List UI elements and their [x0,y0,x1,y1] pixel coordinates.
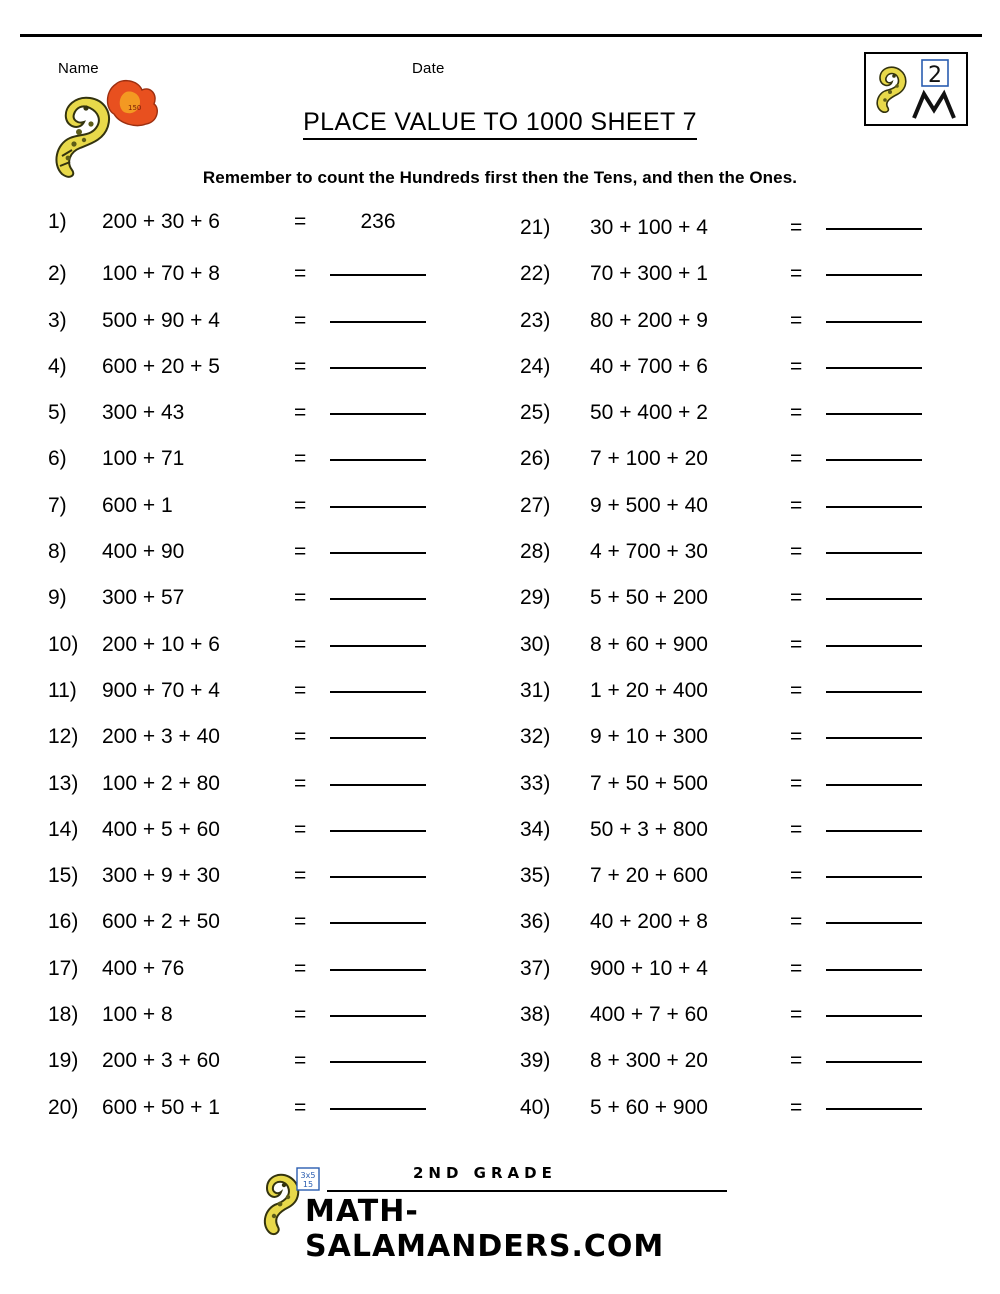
answer-blank[interactable] [826,206,922,230]
answer-blank[interactable] [826,437,922,461]
question-row [48,349,468,395]
answer-blank[interactable] [330,715,426,739]
question-expression: 400 + 7 + 60 [590,1003,708,1027]
svg-text:3x5: 3x5 [300,1171,316,1180]
answer-blank[interactable] [330,947,426,971]
answer-blank[interactable] [330,576,426,600]
equals-sign: = [790,678,803,702]
answer-blank[interactable] [826,1086,922,1110]
question-expression: 40 + 700 + 6 [590,354,708,378]
question-expression: 80 + 200 + 9 [590,308,708,332]
question-row [48,1043,468,1089]
question-row [520,256,940,302]
answer-blank[interactable] [330,993,426,1017]
answer-blank[interactable] [826,299,922,323]
question-number: 26) [520,447,551,471]
equals-sign: = [790,1003,803,1027]
question-number: 2) [48,262,67,286]
question-expression: 7 + 100 + 20 [590,447,708,471]
question-expression: 7 + 50 + 500 [590,771,708,795]
answer-blank[interactable] [826,623,922,647]
question-row [520,303,940,349]
question-row [48,488,468,534]
svg-text:150: 150 [128,104,142,112]
answer-blank[interactable] [330,252,426,276]
question-row [520,719,940,765]
equals-sign: = [294,493,307,517]
equals-sign: = [790,308,803,332]
questions-column-left [48,210,468,1136]
question-row [520,766,940,812]
question-row [48,812,468,858]
top-divider [20,34,982,37]
question-row [520,210,940,256]
answer-blank[interactable] [330,808,426,832]
answer-blank[interactable] [330,623,426,647]
page-title [0,108,1000,137]
question-row [48,580,468,626]
question-expression: 300 + 57 [102,586,185,610]
question-expression: 600 + 50 + 1 [102,1095,220,1119]
question-number: 21) [520,216,551,239]
question-row [520,997,940,1043]
question-expression: 600 + 20 + 5 [102,354,220,378]
question-number: 5) [48,401,67,425]
answer-blank[interactable] [826,252,922,276]
question-number: 10) [48,632,79,656]
answer-blank[interactable] [826,715,922,739]
answer-blank[interactable] [826,1039,922,1063]
question-row [48,673,468,719]
answer-blank[interactable] [826,947,922,971]
question-row [48,766,468,812]
question-row [520,580,940,626]
question-expression: 30 + 100 + 4 [590,216,708,239]
question-number: 23) [520,308,551,332]
question-expression: 400 + 76 [102,956,185,980]
equals-sign: = [294,1049,307,1073]
page-footer [0,1154,1000,1264]
equals-sign: = [294,210,307,233]
question-row [520,1043,940,1089]
equals-sign: = [790,262,803,286]
answer-blank[interactable] [826,484,922,508]
equals-sign: = [294,725,307,749]
answer-blank[interactable] [826,530,922,554]
question-expression: 600 + 2 + 50 [102,910,220,934]
question-row [520,673,940,719]
question-number: 19) [48,1049,79,1073]
question-number: 38) [520,1003,551,1027]
question-row [48,997,468,1043]
question-number: 22) [520,262,551,286]
question-row [48,303,468,349]
question-number: 18) [48,1003,79,1027]
question-number: 39) [520,1049,551,1073]
question-number: 35) [520,864,551,888]
question-expression: 70 + 300 + 1 [590,262,708,286]
equals-sign: = [790,817,803,841]
equals-sign: = [294,447,307,471]
question-number: 31) [520,678,551,702]
question-row [48,951,468,997]
question-number: 27) [520,493,551,517]
question-number: 33) [520,771,551,795]
answer-blank[interactable] [330,484,426,508]
equals-sign: = [294,1095,307,1119]
answer-value[interactable]: 236 [360,210,396,233]
question-expression: 7 + 20 + 600 [590,864,708,888]
answer-blank[interactable] [330,299,426,323]
question-number: 17) [48,956,79,980]
question-number: 40) [520,1095,551,1119]
grade-number: 2 [928,63,942,88]
equals-sign: = [790,771,803,795]
question-row [520,534,940,580]
question-expression: 5 + 50 + 200 [590,586,708,610]
question-expression: 200 + 10 + 6 [102,632,220,656]
question-number: 29) [520,586,551,610]
answer-blank[interactable] [330,437,426,461]
equals-sign: = [294,354,307,378]
question-expression: 100 + 8 [102,1003,173,1027]
answer-blank[interactable] [330,391,426,415]
question-row [520,812,940,858]
question-number: 1) [48,210,67,233]
question-row [520,904,940,950]
question-number: 12) [48,725,79,749]
question-row [520,349,940,395]
question-expression: 200 + 30 + 6 [102,210,220,233]
answer-blank[interactable] [826,669,922,693]
question-expression: 9 + 500 + 40 [590,493,708,517]
equals-sign: = [294,864,307,888]
question-row [48,858,468,904]
question-expression: 200 + 3 + 60 [102,1049,220,1073]
equals-sign: = [790,493,803,517]
equals-sign: = [790,910,803,934]
question-number: 4) [48,354,67,378]
question-number: 24) [520,354,551,378]
answer-blank[interactable] [826,576,922,600]
question-number: 32) [520,725,551,749]
question-expression: 100 + 2 + 80 [102,771,220,795]
question-expression: 400 + 90 [102,540,185,564]
question-row [48,395,468,441]
equals-sign: = [294,910,307,934]
answer-blank[interactable] [330,530,426,554]
answer-blank[interactable] [826,993,922,1017]
question-expression: 50 + 400 + 2 [590,401,708,425]
questions-column-right [520,210,940,1136]
question-number: 14) [48,817,79,841]
question-number: 3) [48,308,67,332]
question-number: 11) [48,678,77,702]
equals-sign: = [294,956,307,980]
equals-sign: = [294,586,307,610]
answer-blank[interactable] [330,1086,426,1110]
question-expression: 900 + 70 + 4 [102,678,220,702]
question-number: 37) [520,956,551,980]
equals-sign: = [790,956,803,980]
equals-sign: = [294,308,307,332]
svg-text:15: 15 [302,1180,314,1189]
question-expression: 8 + 300 + 20 [590,1049,708,1073]
equals-sign: = [790,216,803,239]
question-row [48,534,468,580]
equals-sign: = [294,540,307,564]
date-label: Date [412,60,445,77]
equals-sign: = [294,771,307,795]
equals-sign: = [790,401,803,425]
question-expression: 9 + 10 + 300 [590,725,708,749]
question-row [48,1090,468,1136]
question-number: 13) [48,771,79,795]
equals-sign: = [790,447,803,471]
equals-sign: = [790,354,803,378]
question-number: 15) [48,864,79,888]
question-number: 8) [48,540,67,564]
question-number: 6) [48,447,67,471]
equals-sign: = [790,1095,803,1119]
question-expression: 300 + 9 + 30 [102,864,220,888]
footer-divider [327,1190,727,1192]
question-expression: 5 + 60 + 900 [590,1095,708,1119]
question-row [48,627,468,673]
question-number: 30) [520,632,551,656]
footer-site-url: MATH-SALAMANDERS.COM [305,1194,665,1264]
question-number: 36) [520,910,551,934]
question-expression: 500 + 90 + 4 [102,308,220,332]
question-expression: 600 + 1 [102,493,173,517]
question-number: 20) [48,1095,79,1119]
equals-sign: = [790,632,803,656]
question-expression: 4 + 700 + 30 [590,540,708,564]
equals-sign: = [294,817,307,841]
equals-sign: = [294,632,307,656]
question-expression: 100 + 70 + 8 [102,262,220,286]
question-row [520,441,940,487]
question-row [48,441,468,487]
equals-sign: = [790,586,803,610]
answer-blank[interactable] [330,345,426,369]
question-expression: 50 + 3 + 800 [590,817,708,841]
question-expression: 400 + 5 + 60 [102,817,220,841]
equals-sign: = [294,1003,307,1027]
question-row [48,210,468,256]
answer-blank[interactable] [826,391,922,415]
answer-blank[interactable] [330,900,426,924]
question-number: 9) [48,586,67,610]
question-number: 28) [520,540,551,564]
question-row [520,488,940,534]
equals-sign: = [790,864,803,888]
answer-blank[interactable] [330,854,426,878]
equals-sign: = [790,540,803,564]
page-title-text: PLACE VALUE TO 1000 SHEET 7 [303,108,697,140]
question-number: 16) [48,910,79,934]
equals-sign: = [294,401,307,425]
question-expression: 1 + 20 + 400 [590,678,708,702]
question-row [520,1090,940,1136]
question-number: 25) [520,401,551,425]
answer-blank[interactable] [826,900,922,924]
question-expression: 100 + 71 [102,447,185,471]
question-expression: 8 + 60 + 900 [590,632,708,656]
answer-blank[interactable] [826,762,922,786]
equals-sign: = [294,678,307,702]
question-expression: 900 + 10 + 4 [590,956,708,980]
answer-blank[interactable] [826,808,922,832]
question-number: 34) [520,817,551,841]
answer-blank[interactable] [330,762,426,786]
answer-blank[interactable] [330,1039,426,1063]
question-row [48,256,468,302]
answer-blank[interactable] [826,345,922,369]
answer-blank[interactable] [330,669,426,693]
equals-sign: = [790,1049,803,1073]
question-row [520,951,940,997]
question-expression: 40 + 200 + 8 [590,910,708,934]
question-number: 7) [48,493,67,517]
question-expression: 200 + 3 + 40 [102,725,220,749]
question-expression: 300 + 43 [102,401,185,425]
footer-grade-text: 2ND GRADE [413,1164,557,1182]
question-row [520,395,940,441]
instruction-text: Remember to count the Hundreds first then the Tens, and then the Ones. [202,168,798,187]
question-row [520,627,940,673]
question-row [48,719,468,765]
name-label: Name [58,60,99,77]
question-row [520,858,940,904]
equals-sign: = [294,262,307,286]
equals-sign: = [790,725,803,749]
answer-blank[interactable] [826,854,922,878]
question-row [48,904,468,950]
